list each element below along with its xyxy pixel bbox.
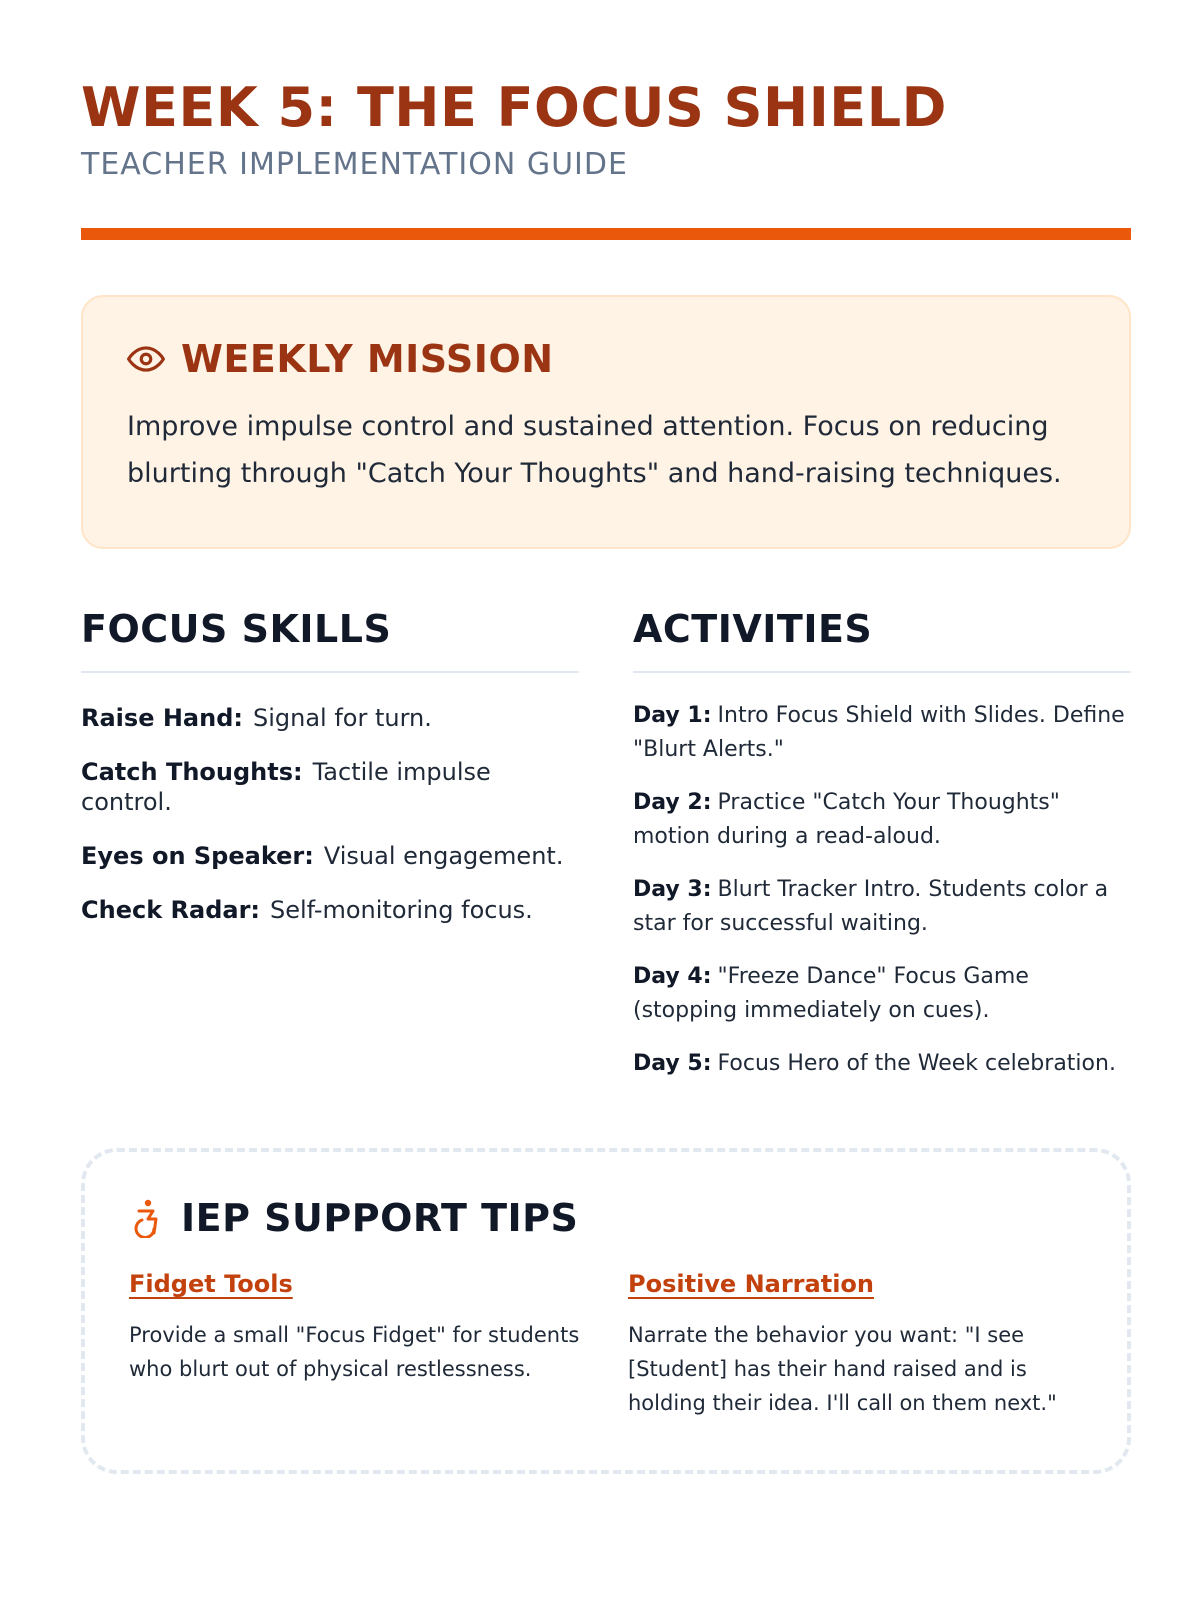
focus-skills-title: FOCUS SKILLS (81, 607, 392, 652)
iep-support-card (81, 1148, 1131, 1474)
activity-text: Focus Hero of the Week celebration. (717, 1051, 1116, 1077)
activities-title: ACTIVITIES (633, 607, 873, 652)
weekly-mission-card (81, 295, 1131, 549)
tip-positive-narration (628, 1270, 1083, 1420)
header (81, 0, 1119, 240)
tip-title-link[interactable]: Positive Narration (628, 1270, 874, 1298)
activities-list (633, 699, 1131, 1081)
skill-text: Tactile impulse control. (81, 758, 491, 817)
tip-fidget-tools (129, 1270, 584, 1420)
eye-icon (127, 340, 165, 378)
mission-text: Improve impulse control and sustained attention. Focus on reducing blurting through "Catch Your Thoughts" and hand-raising techniques. (127, 411, 1062, 490)
page-title: WEEK 5: THE FOCUS SHIELD (81, 76, 947, 139)
activity-day: Day 4: (633, 964, 712, 990)
accessibility-icon (129, 1198, 163, 1238)
skill-label: Check Radar: (81, 896, 261, 925)
page-subtitle: TEACHER IMPLEMENTATION GUIDE (81, 147, 628, 183)
activity-day: Day 2: (633, 790, 712, 816)
skill-label: Catch Thoughts: (81, 758, 303, 787)
skill-text: Signal for turn. (252, 704, 432, 733)
mission-header (127, 337, 1085, 381)
iep-title: IEP SUPPORT TIPS (181, 1196, 579, 1240)
activities-section (633, 607, 1131, 1100)
section-divider (81, 671, 579, 673)
skill-item (81, 841, 579, 871)
skill-label: Eyes on Speaker: (81, 842, 314, 871)
skill-item (81, 895, 579, 925)
skill-text: Visual engagement. (323, 842, 564, 871)
skill-item (81, 703, 579, 733)
activity-item (633, 873, 1131, 941)
activity-item (633, 786, 1131, 854)
activity-day: Day 3: (633, 877, 712, 903)
tip-title-link[interactable]: Fidget Tools (129, 1270, 293, 1298)
activity-text: Practice "Catch Your Thoughts" motion during a read-aloud. (633, 790, 1060, 850)
tip-text: Narrate the behavior you want: "I see [Student] has their hand raised and is holding their idea. I'll call on them next." (628, 1323, 1057, 1415)
activity-day: Day 5: (633, 1051, 712, 1077)
tip-text: Provide a small "Focus Fidget" for students who blurt out of physical restlessness. (129, 1323, 580, 1381)
section-divider (633, 671, 1131, 673)
content-columns (81, 607, 1131, 1100)
activity-text: Blurt Tracker Intro. Students color a star for successful waiting. (633, 877, 1109, 937)
focus-skills-section (81, 607, 579, 1100)
iep-header (129, 1196, 1083, 1240)
activity-day: Day 1: (633, 703, 712, 729)
skills-list (81, 703, 579, 925)
skill-text: Self-monitoring focus. (270, 896, 533, 925)
activity-item (633, 699, 1131, 767)
iep-tips (129, 1270, 1083, 1420)
activity-text: Intro Focus Shield with Slides. Define "Blurt Alerts." (633, 703, 1125, 763)
mission-title: WEEKLY MISSION (181, 337, 554, 382)
activity-item (633, 1047, 1131, 1081)
header-divider (81, 228, 1131, 240)
skill-label: Raise Hand: (81, 704, 243, 733)
activity-text: "Freeze Dance" Focus Game (stopping immediately on cues). (633, 964, 1029, 1024)
skill-item (81, 757, 579, 817)
activity-item (633, 960, 1131, 1028)
